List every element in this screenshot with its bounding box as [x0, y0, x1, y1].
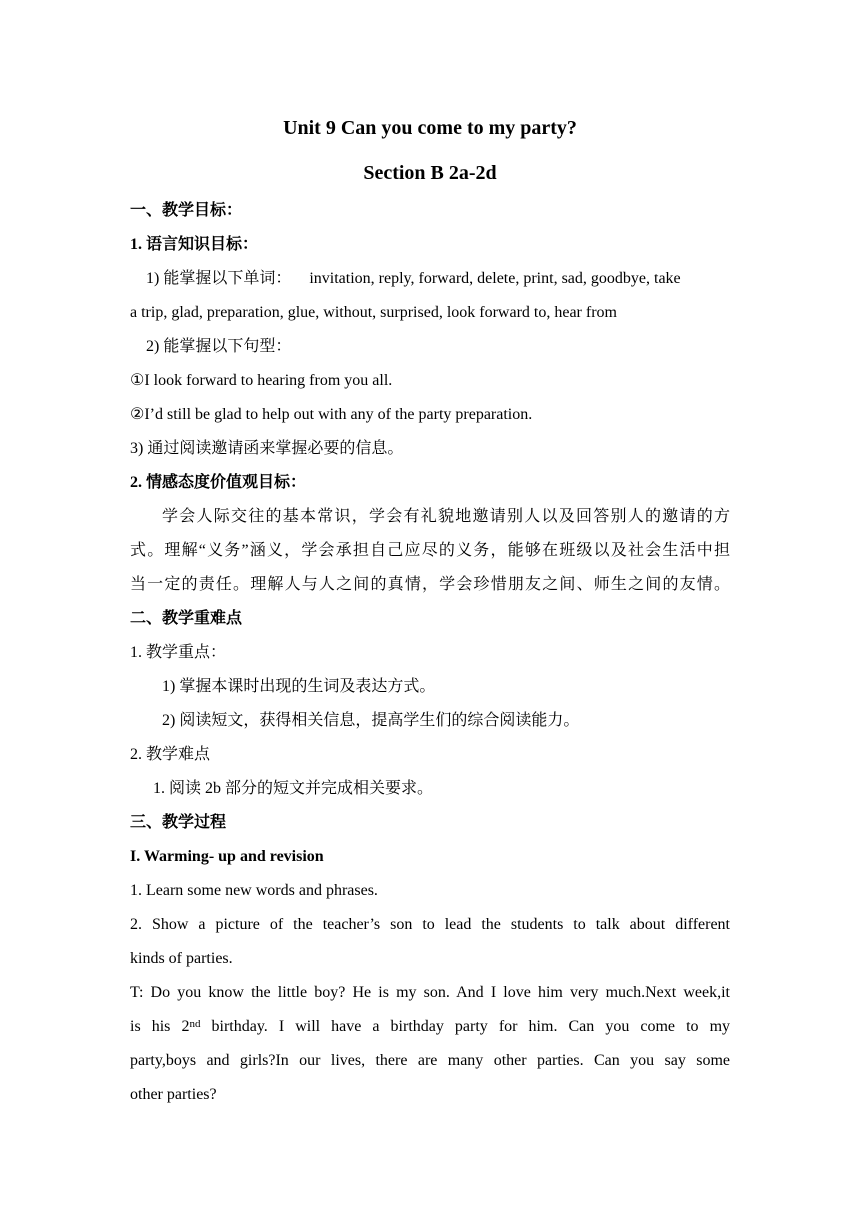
- teacher-dialogue-line-3: party,boys and girls?In our lives, there are many other parties. Can you say some: [130, 1052, 730, 1069]
- teacher-dialogue-line-2-start: is his 2: [130, 1018, 190, 1035]
- emotion-values-line-3: 当一定的责任。理解人与人之间的真情，学会珍惜朋友之间、师生之间的友情。: [130, 576, 730, 593]
- vocabulary-intro: 1) 能掌握以下单词：: [146, 270, 292, 287]
- reading-goal: 3) 通过阅读邀请函来掌握必要的信息。: [130, 440, 404, 457]
- emotion-values-line-1: 学会人际交往的基本常识，学会有礼貌地邀请别人以及回答别人的邀请的方: [162, 508, 730, 525]
- teacher-dialogue-line-1: T: Do you know the little boy? He is my son. And I love him very much.Next week,it: [130, 984, 730, 1001]
- document-content: [130, 111, 730, 1112]
- vocabulary-line-1: [130, 262, 730, 296]
- vocabulary-words-line-2: a trip, glad, preparation, glue, without, surprised, look forward to, hear from: [130, 304, 617, 321]
- vocabulary-words-line-1: invitation, reply, forward, delete, print, sad, goodbye, take: [309, 270, 681, 287]
- emotion-values-heading: 2. 情感态度价值观目标：: [130, 474, 307, 491]
- teacher-dialogue-line-2: [130, 1010, 730, 1044]
- sentence-patterns-intro: 2) 能掌握以下句型：: [146, 338, 292, 355]
- warmup-step-2: [130, 908, 730, 976]
- teaching-focus-heading: 1. 教学重点：: [130, 644, 227, 661]
- emotion-values-line-2: 式。理解“义务”涵义，学会承担自己应尽的义务，能够在班级以及社会生活中担: [130, 542, 730, 559]
- teacher-dialogue-line-4: other parties?: [130, 1086, 217, 1103]
- warmup-step-2-line-1: 2. Show a picture of the teacher’s son to lead the students to talk about different: [130, 916, 730, 933]
- sentence-pattern-2: ②I’d still be glad to help out with any of the party preparation.: [130, 406, 533, 423]
- ordinal-superscript: nd: [189, 1018, 201, 1030]
- sentence-pattern-1: ①I look forward to hearing from you all.: [130, 372, 393, 389]
- warmup-step-2-line-2: kinds of parties.: [130, 950, 233, 967]
- document-subtitle: Section B 2a-2d: [363, 162, 497, 184]
- teaching-difficulty-heading: 2. 教学难点: [130, 746, 211, 763]
- language-knowledge-heading: 1. 语言知识目标：: [130, 236, 259, 253]
- teaching-difficulty-item-1: 1. 阅读 2b 部分的短文并完成相关要求。: [153, 780, 434, 797]
- teaching-focus-item-2: 2) 阅读短文，获得相关信息，提高学生们的综合阅读能力。: [162, 712, 580, 729]
- teacher-dialogue: [130, 976, 730, 1112]
- key-difficulties-heading: 二、教学重难点: [130, 610, 243, 627]
- objectives-heading: 一、教学目标：: [130, 202, 243, 219]
- teaching-process-heading: 三、教学过程: [130, 814, 227, 831]
- warmup-heading: I. Warming- up and revision: [130, 848, 324, 865]
- document-title: Unit 9 Can you come to my party?: [283, 117, 577, 139]
- teacher-dialogue-line-2-end: birthday. I will have a birthday party for him. Can you come to my: [200, 1018, 731, 1035]
- warmup-step-1: 1. Learn some new words and phrases.: [130, 882, 378, 899]
- teaching-focus-item-1: 1) 掌握本课时出现的生词及表达方式。: [162, 678, 436, 695]
- emotion-values-paragraph: [130, 500, 730, 602]
